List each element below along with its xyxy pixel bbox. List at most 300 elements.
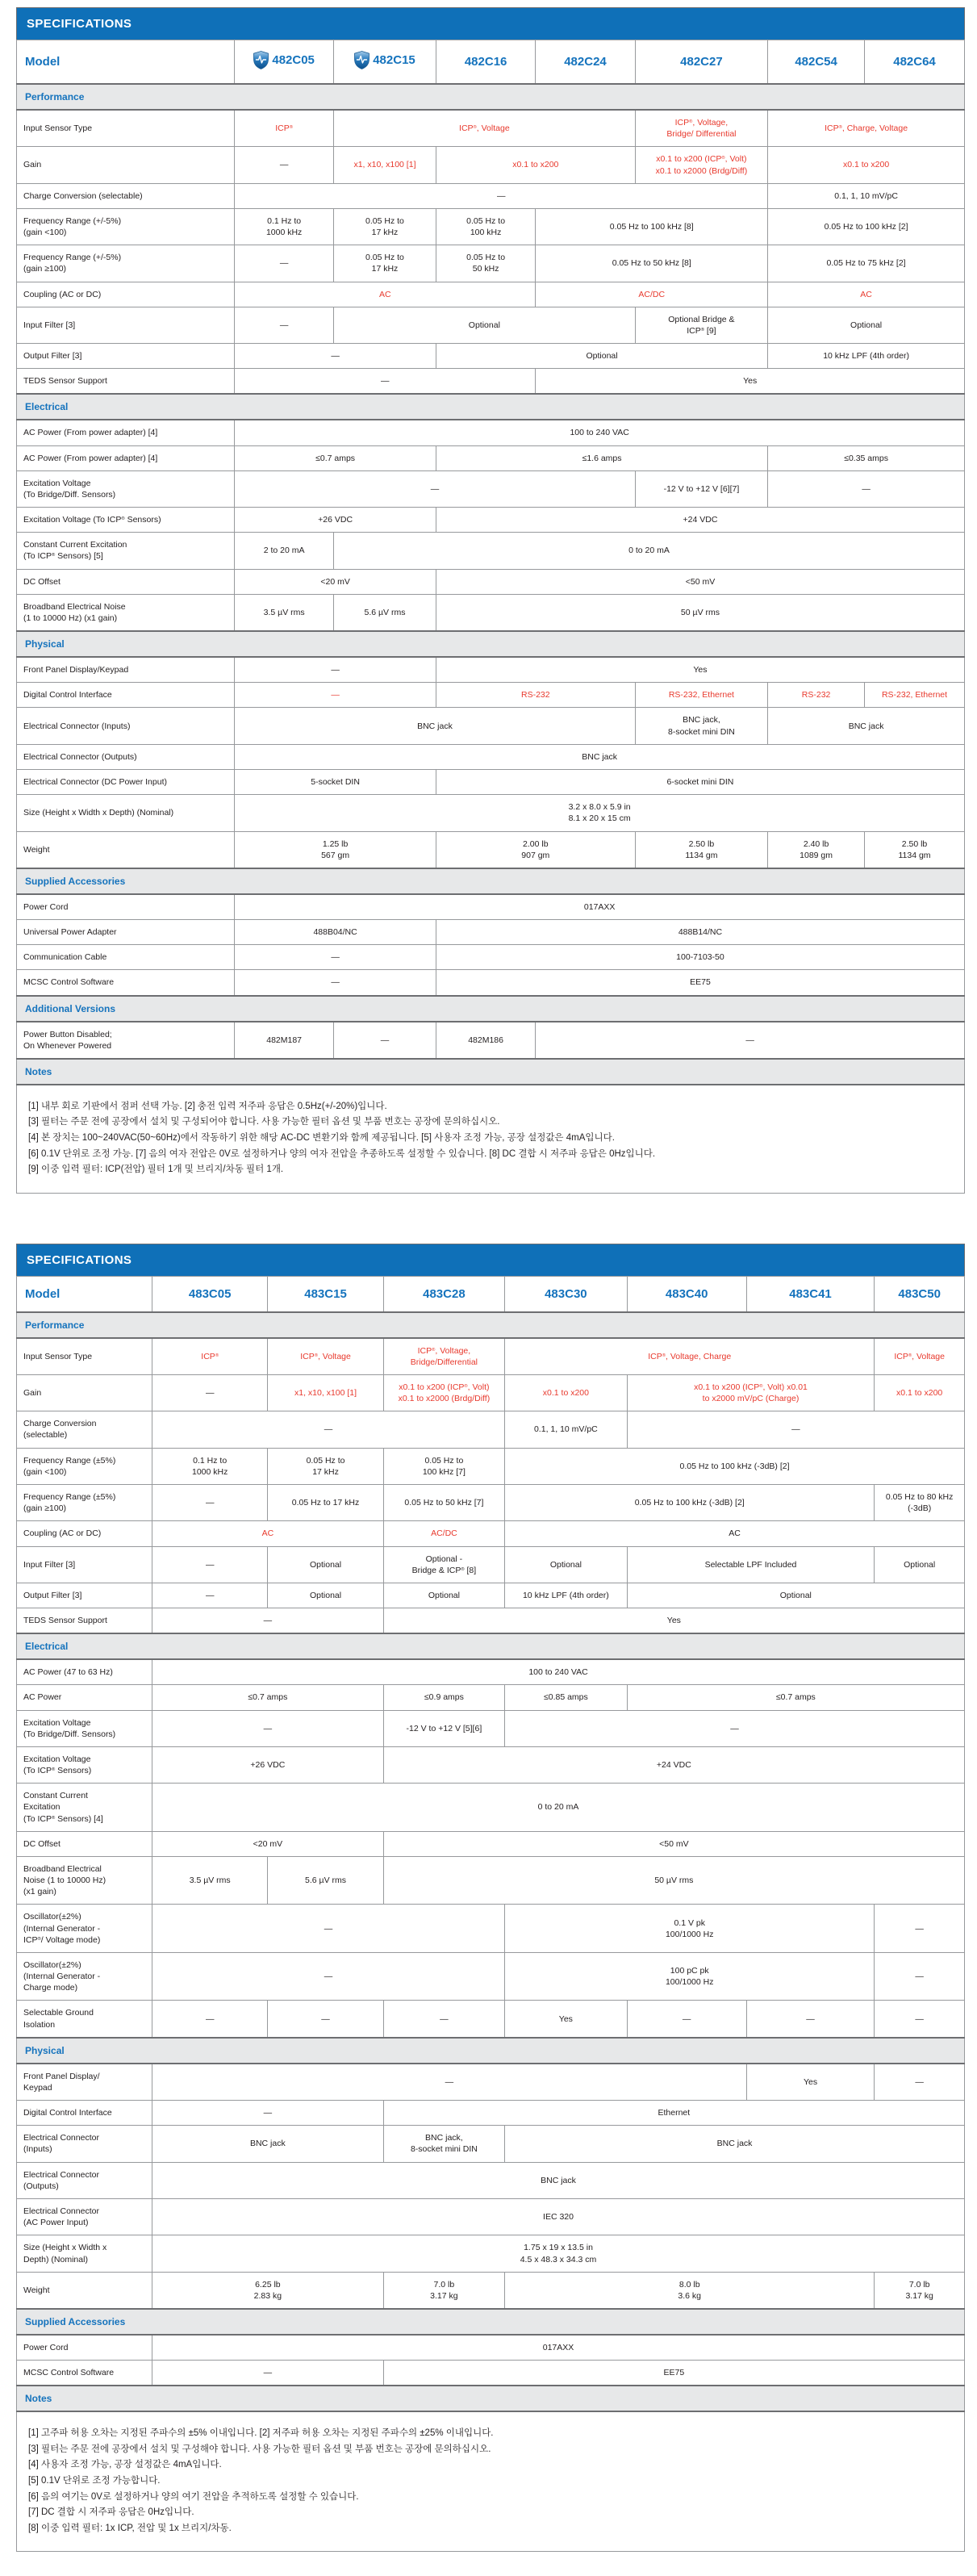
shield-icon xyxy=(253,51,269,69)
spec-value: AC xyxy=(235,282,536,307)
model-column-482C15 xyxy=(334,40,436,85)
section-title: Supplied Accessories xyxy=(17,868,965,894)
row-label: Gain xyxy=(17,147,235,183)
note-line: [7] DC 결합 시 저주파 응답은 0Hz입니다. xyxy=(28,2507,194,2518)
table-title: SPECIFICATIONS xyxy=(17,1244,965,1276)
spec-value: +26 VDC xyxy=(152,1746,384,1783)
spec-row xyxy=(17,2126,965,2162)
row-label: Size (Height x Width x Depth) (Nominal) xyxy=(17,795,235,831)
spec-value: — xyxy=(235,245,334,282)
row-label: Weight xyxy=(17,831,235,868)
row-label: Power Button Disabled; On Whenever Powered xyxy=(17,1022,235,1059)
spec-row xyxy=(17,708,965,744)
spec-row xyxy=(17,183,965,208)
row-label: Electrical Connector (AC Power Input) xyxy=(17,2199,152,2235)
row-label: Power Cord xyxy=(17,2335,152,2361)
note-line: [5] 0.1V 단위로 조정 가능합니다. xyxy=(28,2476,161,2486)
spec-value: — xyxy=(152,2001,268,2038)
model-column-482C54 xyxy=(768,40,865,85)
row-label: Oscillator(±2%) (Internal Generator - Charge mode) xyxy=(17,1952,152,2001)
model-column-483C50 xyxy=(875,1276,965,1312)
spec-value: 5.6 µV rms xyxy=(268,1856,383,1905)
spec-value: 0.05 Hz to 100 kHz [8] xyxy=(536,208,768,245)
row-label: Gain xyxy=(17,1374,152,1411)
spec-value: BNC jack, 8-socket mini DIN xyxy=(635,708,768,744)
row-label: AC Power xyxy=(17,1685,152,1710)
row-label: Input Sensor Type xyxy=(17,110,235,147)
row-label: Size (Height x Width x Depth) (Nominal) xyxy=(17,2235,152,2272)
spec-value: — xyxy=(235,970,436,996)
row-label: Front Panel Display/ Keypad xyxy=(17,2064,152,2101)
spec-row xyxy=(17,2361,965,2386)
spec-row xyxy=(17,1521,965,1546)
spec-value: BNC jack xyxy=(152,2126,384,2162)
spec-row xyxy=(17,569,965,594)
model-column-482C16 xyxy=(436,40,535,85)
spec-value: x0.1 to x200 (ICP®, Volt) x0.1 to x2000 (Brdg/Diff) xyxy=(635,147,768,183)
spec-row xyxy=(17,1411,965,1448)
note-line: [6] 음의 여기는 0V로 설정하거나 양의 여기 전압을 추적하도록 설정할 수 있습니다. xyxy=(28,2491,359,2502)
spec-row xyxy=(17,307,965,343)
section-header-row xyxy=(17,2038,965,2064)
spec-value: RS-232 xyxy=(436,683,635,708)
spec-value: 0 to 20 mA xyxy=(334,533,965,569)
spec-value: — xyxy=(152,2361,384,2386)
spec-value: Optional xyxy=(875,1546,965,1583)
row-label: Communication Cable xyxy=(17,945,235,970)
spec-value: ICP®, Voltage, Bridge/Differential xyxy=(383,1338,504,1375)
spec-row xyxy=(17,1784,965,1832)
spec-value: ≤1.6 amps xyxy=(436,445,767,470)
spec-row xyxy=(17,2335,965,2361)
model-number: 482C05 xyxy=(272,53,315,67)
table-title: SPECIFICATIONS xyxy=(17,8,965,40)
note-line: [8] 이중 입력 필터: 1x ICP, 전압 및 1x 브리지/차동. xyxy=(28,2523,232,2533)
spec-row xyxy=(17,1484,965,1520)
notes-row xyxy=(17,2411,965,2551)
section-title: Physical xyxy=(17,2038,965,2064)
spec-value: 0.05 Hz to 80 kHz (-3dB) xyxy=(875,1484,965,1520)
section-title-notes: Notes xyxy=(17,1059,965,1085)
model-header-row xyxy=(17,40,965,85)
title-bar xyxy=(17,1244,965,1276)
spec-value: 0.1, 1, 10 mV/pC xyxy=(768,183,965,208)
spec-value: Optional xyxy=(268,1583,383,1608)
row-label: DC Offset xyxy=(17,569,235,594)
spec-row xyxy=(17,533,965,569)
row-label: Input Sensor Type xyxy=(17,1338,152,1375)
spec-value: 017AXX xyxy=(235,894,965,920)
spec-value: — xyxy=(875,1905,965,1953)
spec-value: 2 to 20 mA xyxy=(235,533,334,569)
spec-value: Yes xyxy=(383,1608,964,1634)
spec-value: Optional xyxy=(505,1546,628,1583)
row-label: Output Filter [3] xyxy=(17,1583,152,1608)
spec-value: x0.1 to x200 xyxy=(768,147,965,183)
row-label: Power Cord xyxy=(17,894,235,920)
spec-value: Optional xyxy=(268,1546,383,1583)
spec-value: ≤0.7 amps xyxy=(235,445,436,470)
spec-row xyxy=(17,1546,965,1583)
spec-value: 100 to 240 VAC xyxy=(152,1659,965,1685)
spec-row xyxy=(17,1952,965,2001)
spec-value: — xyxy=(875,1952,965,2001)
spec-row xyxy=(17,1831,965,1856)
spec-value: — xyxy=(235,147,334,183)
spec-value: 0.1, 1, 10 mV/pC xyxy=(505,1411,628,1448)
spec-value: — xyxy=(235,183,768,208)
spec-value: -12 V to +12 V [6][7] xyxy=(635,470,768,507)
spec-value: RS-232, Ethernet xyxy=(635,683,768,708)
spec-row xyxy=(17,208,965,245)
spec-row xyxy=(17,2064,965,2101)
spec-value: — xyxy=(768,470,965,507)
spec-value: 1.75 x 19 x 13.5 in 4.5 x 48.3 x 34.3 cm xyxy=(152,2235,965,2272)
spec-value: 7.0 lb 3.17 kg xyxy=(383,2272,504,2309)
spec-value: — xyxy=(627,2001,746,2038)
row-label: Selectable Ground Isolation xyxy=(17,2001,152,2038)
spec-value: ≤0.7 amps xyxy=(627,1685,964,1710)
spec-value: ICP®, Voltage, Charge xyxy=(505,1338,875,1375)
row-label: Electrical Connector (DC Power Input) xyxy=(17,769,235,794)
note-line: [3] 필터는 주문 전에 공장에서 설치 및 구성되어야 합니다. 사용 가능한 필터 옵션 및 부품 번호는 공장에 문의하십시오. xyxy=(28,1117,500,1127)
row-label: AC Power (From power adapter) [4] xyxy=(17,420,235,445)
spec-value: 50 µV rms xyxy=(436,594,964,631)
spec-value: 2.40 lb 1089 gm xyxy=(768,831,865,868)
spec-value: ≤0.35 amps xyxy=(768,445,965,470)
row-label: TEDS Sensor Support xyxy=(17,369,235,395)
spec-value: Optional - Bridge & ICP® [8] xyxy=(383,1546,504,1583)
spec-value: ICP®, Voltage xyxy=(875,1338,965,1375)
notes-row xyxy=(17,1085,965,1193)
spec-value: x1, x10, x100 [1] xyxy=(334,147,436,183)
spec-value: Yes xyxy=(436,657,964,683)
model-number: 483C40 xyxy=(665,1286,708,1301)
spec-value: 0.05 Hz to 50 kHz xyxy=(436,245,535,282)
spec-value: -12 V to +12 V [5][6] xyxy=(383,1710,504,1746)
model-number: 483C05 xyxy=(188,1286,232,1301)
spec-value: x0.1 to x200 xyxy=(875,1374,965,1411)
spec-value: 482M187 xyxy=(235,1022,334,1059)
spec-row xyxy=(17,769,965,794)
spec-value: 0.05 Hz to 17 kHz xyxy=(334,208,436,245)
spec-value: 100 pC pk 100/1000 Hz xyxy=(505,1952,875,2001)
title-bar xyxy=(17,8,965,40)
spec-row xyxy=(17,594,965,631)
spec-value: ICP® xyxy=(152,1338,268,1375)
row-label: Digital Control Interface xyxy=(17,2101,152,2126)
spec-value: — xyxy=(746,2001,875,2038)
spec-value: ICP®, Voltage, Bridge/ Differential xyxy=(635,110,768,147)
row-label: MCSC Control Software xyxy=(17,2361,152,2386)
spec-value: 5-socket DIN xyxy=(235,769,436,794)
row-label: Electrical Connector (Outputs) xyxy=(17,744,235,769)
spec-row xyxy=(17,2199,965,2235)
model-column-483C40 xyxy=(627,1276,746,1312)
section-title: Physical xyxy=(17,631,965,657)
model-number: 483C41 xyxy=(789,1286,832,1301)
row-label: Charge Conversion (selectable) xyxy=(17,183,235,208)
specifications-table xyxy=(16,1244,965,2553)
model-column-482C24 xyxy=(536,40,635,85)
model-number: 482C54 xyxy=(795,55,837,69)
section-title: Performance xyxy=(17,1312,965,1338)
row-label: Constant Current Excitation (To ICP® Sensors) [5] xyxy=(17,533,235,569)
model-column-483C15 xyxy=(268,1276,383,1312)
spec-row xyxy=(17,1856,965,1905)
section-header-row xyxy=(17,996,965,1022)
spec-value: — xyxy=(235,369,536,395)
spec-row xyxy=(17,920,965,945)
spec-row xyxy=(17,1022,965,1059)
spec-value: — xyxy=(875,2064,965,2101)
notes-text xyxy=(17,1085,965,1193)
spec-row xyxy=(17,1746,965,1783)
model-number: 482C15 xyxy=(373,53,415,67)
spec-value: <20 mV xyxy=(152,1831,384,1856)
spec-value: — xyxy=(235,344,436,369)
spec-value: — xyxy=(152,2101,384,2126)
section-title-notes: Notes xyxy=(17,2386,965,2411)
spec-value: 3.2 x 8.0 x 5.9 in 8.1 x 20 x 15 cm xyxy=(235,795,965,831)
spec-value: Optional xyxy=(768,307,965,343)
spec-row xyxy=(17,1685,965,1710)
spec-value: 0.05 Hz to 75 kHz [2] xyxy=(768,245,965,282)
spec-row xyxy=(17,2272,965,2309)
spec-value: — xyxy=(383,2001,504,2038)
model-number: 483C28 xyxy=(423,1286,466,1301)
spec-value: Optional xyxy=(436,344,767,369)
spec-value: 2.50 lb 1134 gm xyxy=(635,831,768,868)
spec-row xyxy=(17,1905,965,1953)
spec-value: — xyxy=(268,2001,383,2038)
spec-value: — xyxy=(235,307,334,343)
spec-row xyxy=(17,970,965,996)
spec-value: — xyxy=(627,1411,964,1448)
spec-value: x1, x10, x100 [1] xyxy=(268,1374,383,1411)
spec-value: — xyxy=(235,683,436,708)
spec-value: — xyxy=(875,2001,965,2038)
section-title: Performance xyxy=(17,84,965,110)
spec-row xyxy=(17,945,965,970)
spec-value: 2.00 lb 907 gm xyxy=(436,831,635,868)
row-label: Digital Control Interface xyxy=(17,683,235,708)
section-header-row xyxy=(17,1633,965,1659)
spec-value: 0.05 Hz to 17 kHz xyxy=(268,1448,383,1484)
row-label: Output Filter [3] xyxy=(17,344,235,369)
section-title: Electrical xyxy=(17,394,965,420)
spec-row xyxy=(17,110,965,147)
spec-row xyxy=(17,657,965,683)
row-label: Weight xyxy=(17,2272,152,2309)
spec-value: — xyxy=(152,1952,505,2001)
spec-value: BNC jack xyxy=(505,2126,965,2162)
model-label: Model xyxy=(17,40,235,85)
spec-value: AC xyxy=(768,282,965,307)
spec-value: 0.1 V pk 100/1000 Hz xyxy=(505,1905,875,1953)
spec-row xyxy=(17,470,965,507)
model-number: 482C64 xyxy=(893,55,936,69)
model-number: 482C16 xyxy=(464,55,507,69)
notes-text xyxy=(17,2411,965,2551)
spec-row xyxy=(17,282,965,307)
spec-value: ICP® xyxy=(235,110,334,147)
spec-value: 0.05 Hz to 100 kHz (-3dB) [2] xyxy=(505,1484,875,1520)
spec-value: ≤0.85 amps xyxy=(505,1685,628,1710)
spec-value: 488B04/NC xyxy=(235,920,436,945)
row-label: Electrical Connector (Inputs) xyxy=(17,708,235,744)
spec-value: — xyxy=(536,1022,965,1059)
spec-value: BNC jack xyxy=(768,708,965,744)
spec-value: — xyxy=(152,1484,268,1520)
spec-value: BNC jack xyxy=(235,744,965,769)
spec-value: Yes xyxy=(505,2001,628,2038)
model-column-483C05 xyxy=(152,1276,268,1312)
spec-value: 6.25 lb 2.83 kg xyxy=(152,2272,384,2309)
row-label: Input Filter [3] xyxy=(17,1546,152,1583)
spec-value: 0.1 Hz to 1000 kHz xyxy=(235,208,334,245)
spec-row xyxy=(17,2001,965,2038)
row-label: Charge Conversion (selectable) xyxy=(17,1411,152,1448)
spec-row xyxy=(17,831,965,868)
spec-value: Optional xyxy=(334,307,636,343)
spec-row xyxy=(17,147,965,183)
model-column-483C30 xyxy=(505,1276,628,1312)
row-label: Electrical Connector (Outputs) xyxy=(17,2162,152,2198)
spec-row xyxy=(17,1659,965,1685)
spec-value: ICP®, Charge, Voltage xyxy=(768,110,965,147)
model-column-482C05 xyxy=(235,40,334,85)
spec-row xyxy=(17,795,965,831)
spec-value: 2.50 lb 1134 gm xyxy=(865,831,965,868)
section-header-row xyxy=(17,1312,965,1338)
section-title: Electrical xyxy=(17,1633,965,1659)
spec-table-482-series xyxy=(16,7,965,1194)
spec-value: 1.25 lb 567 gm xyxy=(235,831,436,868)
spec-row xyxy=(17,683,965,708)
model-column-483C41 xyxy=(746,1276,875,1312)
section-header-row xyxy=(17,2386,965,2411)
spec-value: — xyxy=(505,1710,965,1746)
spec-value: BNC jack xyxy=(235,708,635,744)
row-label: Excitation Voltage (To Bridge/Diff. Sensors) xyxy=(17,470,235,507)
spec-value: — xyxy=(334,1022,436,1059)
row-label: Broadband Electrical Noise (1 to 10000 Hz) (x1 gain) xyxy=(17,1856,152,1905)
row-label: DC Offset xyxy=(17,1831,152,1856)
section-header-row xyxy=(17,1059,965,1085)
spec-row xyxy=(17,744,965,769)
spec-row xyxy=(17,1710,965,1746)
spec-value: 3.5 µV rms xyxy=(235,594,334,631)
spec-value: BNC jack, 8-socket mini DIN xyxy=(383,2126,504,2162)
row-label: AC Power (From power adapter) [4] xyxy=(17,445,235,470)
section-header-row xyxy=(17,868,965,894)
row-label: Frequency Range (±5%) (gain <100) xyxy=(17,1448,152,1484)
spec-value: 7.0 lb 3.17 kg xyxy=(875,2272,965,2309)
section-header-row xyxy=(17,84,965,110)
spec-value: — xyxy=(152,1710,384,1746)
spec-value: 100 to 240 VAC xyxy=(235,420,965,445)
spec-value: — xyxy=(152,1905,505,1953)
spec-row xyxy=(17,420,965,445)
spec-value: 100-7103-50 xyxy=(436,945,964,970)
model-column-482C64 xyxy=(865,40,965,85)
spec-value: — xyxy=(152,1411,505,1448)
spec-value: — xyxy=(152,1546,268,1583)
row-label: MCSC Control Software xyxy=(17,970,235,996)
row-label: Constant Current Excitation (To ICP® Sensors) [4] xyxy=(17,1784,152,1832)
row-label: Electrical Connector (Inputs) xyxy=(17,2126,152,2162)
model-header-row xyxy=(17,1276,965,1312)
spec-value: Selectable LPF Included xyxy=(627,1546,875,1583)
section-header-row xyxy=(17,2309,965,2335)
row-label: Oscillator(±2%) (Internal Generator - ICP®/ Voltage mode) xyxy=(17,1905,152,1953)
model-column-482C27 xyxy=(635,40,768,85)
spec-row xyxy=(17,894,965,920)
note-line: [9] 이중 입력 필터: ICP(전압) 필터 1개 및 브리지/차동 필터 1개. xyxy=(28,1165,284,1175)
spec-value: — xyxy=(152,1583,268,1608)
model-label: Model xyxy=(17,1276,152,1312)
spec-value: 5.6 µV rms xyxy=(334,594,436,631)
spec-value: — xyxy=(235,945,436,970)
row-label: Coupling (AC or DC) xyxy=(17,282,235,307)
row-label: Front Panel Display/Keypad xyxy=(17,657,235,683)
note-line: [1] 고주파 허용 오차는 지정된 주파수의 ±5% 이내입니다. [2] 저주파 허용 오차는 지정된 주파수의 ±25% 이내입니다. xyxy=(28,2428,494,2439)
spec-value: 0.1 Hz to 1000 kHz xyxy=(152,1448,268,1484)
spec-value: RS-232, Ethernet xyxy=(865,683,965,708)
spec-value: x0.1 to x200 (ICP®, Volt) x0.1 to x2000 (Brdg/Diff) xyxy=(383,1374,504,1411)
note-line: [4] 본 장치는 100~240VAC(50~60Hz)에서 작동하기 위한 해당 AC-DC 변환기와 함께 제공됩니다. [5] 사용자 조정 가능, 공장 설정값은 4mA입니다. xyxy=(28,1132,615,1143)
spec-value: AC xyxy=(152,1521,384,1546)
spec-value: 0.05 Hz to 50 kHz [7] xyxy=(383,1484,504,1520)
spec-value: 3.5 µV rms xyxy=(152,1856,268,1905)
spec-value: 10 kHz LPF (4th order) xyxy=(505,1583,628,1608)
specifications-table xyxy=(16,7,965,1194)
spec-value: 0.05 Hz to 100 kHz (-3dB) [2] xyxy=(505,1448,965,1484)
spec-value: — xyxy=(235,470,635,507)
spec-value: 50 µV rms xyxy=(383,1856,964,1905)
row-label: Frequency Range (+/-5%) (gain <100) xyxy=(17,208,235,245)
spec-value: 0.05 Hz to 100 kHz xyxy=(436,208,535,245)
spec-value: 0.05 Hz to 100 kHz [7] xyxy=(383,1448,504,1484)
model-number: 482C27 xyxy=(680,55,723,69)
spec-value: x0.1 to x200 (ICP®, Volt) x0.01 to x2000 mV/pC (Charge) xyxy=(627,1374,875,1411)
spec-value: 0.05 Hz to 50 kHz [8] xyxy=(536,245,768,282)
spec-value: Ethernet xyxy=(383,2101,964,2126)
spec-row xyxy=(17,1608,965,1634)
spec-value: AC xyxy=(505,1521,965,1546)
spec-row xyxy=(17,344,965,369)
spec-value: +24 VDC xyxy=(436,508,964,533)
spec-value: 0.05 Hz to 17 kHz xyxy=(334,245,436,282)
spec-value: 8.0 lb 3.6 kg xyxy=(505,2272,875,2309)
spec-table-483-series xyxy=(16,1244,965,2553)
spec-row xyxy=(17,2162,965,2198)
note-line: [4] 사용자 조정 가능, 공장 설정값은 4mA입니다. xyxy=(28,2460,222,2470)
spec-value: Optional xyxy=(383,1583,504,1608)
row-label: Excitation Voltage (To Bridge/Diff. Sensors) xyxy=(17,1710,152,1746)
note-line: [6] 0.1V 단위로 조정 가능. [7] 음의 여자 전압은 0V로 설정하거나 양의 여자 전압을 추종하도록 설정할 수 있습니다. [8] DC 결합 시 저주파 응답은 0Hz입니다. xyxy=(28,1148,656,1159)
row-label: Excitation Voltage (To ICP® Sensors) xyxy=(17,508,235,533)
spec-row xyxy=(17,2235,965,2272)
spec-value: AC/DC xyxy=(383,1521,504,1546)
spec-value: AC/DC xyxy=(536,282,768,307)
model-column-483C28 xyxy=(383,1276,504,1312)
note-line: [1] 내부 회로 기판에서 점퍼 선택 가능. [2] 충전 입력 저주파 응답은 0.5Hz(+/-20%)입니다. xyxy=(28,1101,387,1111)
row-label: AC Power (47 to 63 Hz) xyxy=(17,1659,152,1685)
model-number: 483C15 xyxy=(304,1286,347,1301)
spec-value: EE75 xyxy=(436,970,964,996)
